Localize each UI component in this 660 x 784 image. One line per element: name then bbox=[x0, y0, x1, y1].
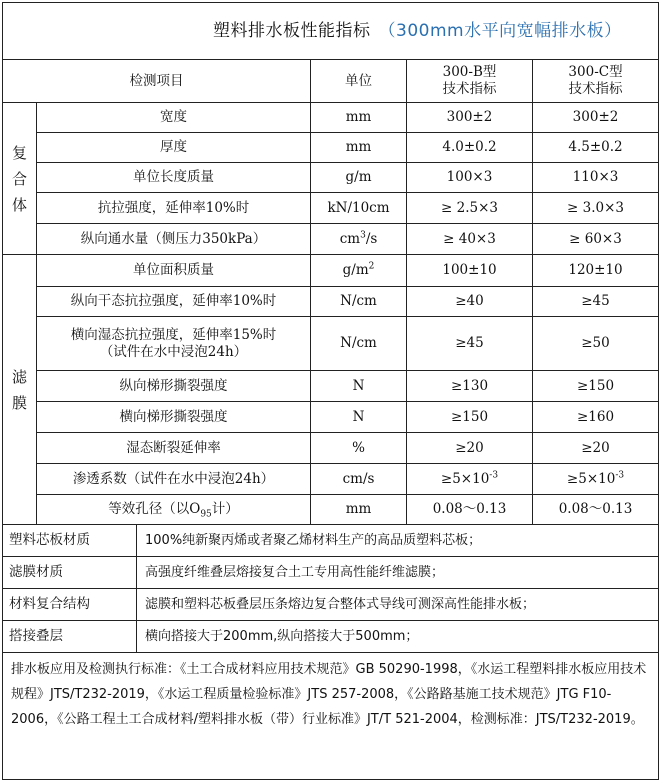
row-value-c: $\ge 5\times 10^{-3}$ bbox=[533, 464, 659, 495]
standards-note: 排水板应用及检测执行标准：《土工合成材料应用技术规范》GB 50290-1998，《水运工程塑料排水板应用技术规程》JTS/T232-2019，《水运工程质量检验标准》JTS 257-2008，《公路路基施工技术规范》JTG F10-2006，《公路工程土工合成材料/塑料排水板（带）行业标准》JT/T 521-2004，检测标准：JTS/T232-2019。 bbox=[3, 653, 659, 780]
row-unit: % bbox=[311, 433, 407, 464]
header-col-b: 300-B型 技术指标 bbox=[407, 60, 533, 103]
row-value-b: 100±10 bbox=[407, 255, 533, 287]
material-label: 滤膜材质 bbox=[3, 557, 137, 589]
row-unit: mm bbox=[311, 133, 407, 163]
header-unit: 单位 bbox=[311, 60, 407, 103]
row-value-b: ≥ 40×3 bbox=[407, 224, 533, 255]
note-row bbox=[3, 653, 659, 780]
table-row bbox=[3, 495, 659, 525]
row-value-c: 4.5±0.2 bbox=[533, 133, 659, 163]
table-row bbox=[3, 193, 659, 224]
page-title bbox=[3, 3, 659, 60]
row-value-b: ≥45 bbox=[407, 317, 533, 371]
row-unit: kN/10cm bbox=[311, 193, 407, 224]
table-row bbox=[3, 287, 659, 317]
material-value: 高强度纤维叠层熔接复合土工专用高性能纤维滤膜； bbox=[137, 557, 659, 589]
row-unit: $cm^3/s$ bbox=[311, 224, 407, 255]
title-row bbox=[3, 3, 659, 60]
row-value-c: 0.08～0.13 bbox=[533, 495, 659, 525]
material-value: 100%纯新聚丙烯或者聚乙烯材料生产的高品质塑料芯板； bbox=[137, 525, 659, 557]
row-value-b: 0.08～0.13 bbox=[407, 495, 533, 525]
row-unit: N/cm bbox=[311, 287, 407, 317]
header-row bbox=[3, 60, 659, 103]
row-value-b: $\ge 5\times 10^{-3}$ bbox=[407, 464, 533, 495]
row-item: 宽度 bbox=[37, 103, 311, 133]
row-unit: g/m bbox=[311, 163, 407, 193]
row-item: 渗透系数（试件在水中浸泡24h） bbox=[37, 464, 311, 495]
row-unit: N/cm bbox=[311, 317, 407, 371]
row-unit: N bbox=[311, 371, 407, 402]
row-value-c: 120±10 bbox=[533, 255, 659, 287]
row-value-c: ≥ 60×3 bbox=[533, 224, 659, 255]
row-item: 抗拉强度，延伸率10%时 bbox=[37, 193, 311, 224]
row-value-c: 300±2 bbox=[533, 103, 659, 133]
row-value-b: 100×3 bbox=[407, 163, 533, 193]
row-value-c: ≥50 bbox=[533, 317, 659, 371]
material-row bbox=[3, 525, 659, 557]
row-value-b: 300±2 bbox=[407, 103, 533, 133]
material-label: 搭接叠层 bbox=[3, 621, 137, 653]
material-row bbox=[3, 621, 659, 653]
table-row bbox=[3, 317, 659, 371]
row-item: 湿态断裂延伸率 bbox=[37, 433, 311, 464]
row-value-c: ≥45 bbox=[533, 287, 659, 317]
row-unit: N bbox=[311, 402, 407, 433]
row-value-b: ≥20 bbox=[407, 433, 533, 464]
row-value-b: ≥ 2.5×3 bbox=[407, 193, 533, 224]
row-value-c: ≥160 bbox=[533, 402, 659, 433]
group-label-composite: 复 合 体 bbox=[3, 103, 37, 255]
material-row bbox=[3, 589, 659, 621]
row-value-b: ≥130 bbox=[407, 371, 533, 402]
material-value: 滤膜和塑料芯板叠层压条熔边复合整体式导线可测深高性能排水板； bbox=[137, 589, 659, 621]
group-label-filter: 滤 膜 bbox=[3, 255, 37, 525]
header-col-c: 300-C型 技术指标 bbox=[533, 60, 659, 103]
row-item: 横向梯形撕裂强度 bbox=[37, 402, 311, 433]
row-value-c: ≥150 bbox=[533, 371, 659, 402]
row-unit: $g/m^2$ bbox=[311, 255, 407, 287]
table-row bbox=[3, 433, 659, 464]
title-main: 塑料排水板性能指标 bbox=[213, 20, 371, 41]
material-value: 横向搭接大于200mm,纵向搭接大于500mm； bbox=[137, 621, 659, 653]
row-item: 纵向梯形撕裂强度 bbox=[37, 371, 311, 402]
table-row bbox=[3, 371, 659, 402]
table-row bbox=[3, 103, 659, 133]
table-row bbox=[3, 133, 659, 163]
row-value-c: ≥20 bbox=[533, 433, 659, 464]
row-item: 横向湿态抗拉强度，延伸率15%时 （试件在水中浸泡24h） bbox=[37, 317, 311, 371]
row-value-b: ≥40 bbox=[407, 287, 533, 317]
row-unit: mm bbox=[311, 103, 407, 133]
table-row bbox=[3, 255, 659, 287]
row-unit: cm/s bbox=[311, 464, 407, 495]
row-value-b: 4.0±0.2 bbox=[407, 133, 533, 163]
material-label: 材料复合结构 bbox=[3, 589, 137, 621]
spec-table bbox=[2, 2, 659, 780]
title-sub: （300mm水平向宽幅排水板） bbox=[378, 20, 622, 41]
row-item: 纵向干态抗拉强度，延伸率10%时 bbox=[37, 287, 311, 317]
row-value-b: ≥150 bbox=[407, 402, 533, 433]
table-row bbox=[3, 402, 659, 433]
row-item: 单位长度质量 bbox=[37, 163, 311, 193]
row-item: 单位面积质量 bbox=[37, 255, 311, 287]
table-row bbox=[3, 163, 659, 193]
row-unit: mm bbox=[311, 495, 407, 525]
material-label: 塑料芯板材质 bbox=[3, 525, 137, 557]
material-row bbox=[3, 557, 659, 589]
row-item: 厚度 bbox=[37, 133, 311, 163]
table-row bbox=[3, 464, 659, 495]
table-row bbox=[3, 224, 659, 255]
row-item: 纵向通水量（侧压力350kPa） bbox=[37, 224, 311, 255]
row-item: 等效孔径（以$O_{95}$计） bbox=[37, 495, 311, 525]
row-value-c: ≥ 3.0×3 bbox=[533, 193, 659, 224]
row-value-c: 110×3 bbox=[533, 163, 659, 193]
header-item: 检测项目 bbox=[3, 60, 311, 103]
